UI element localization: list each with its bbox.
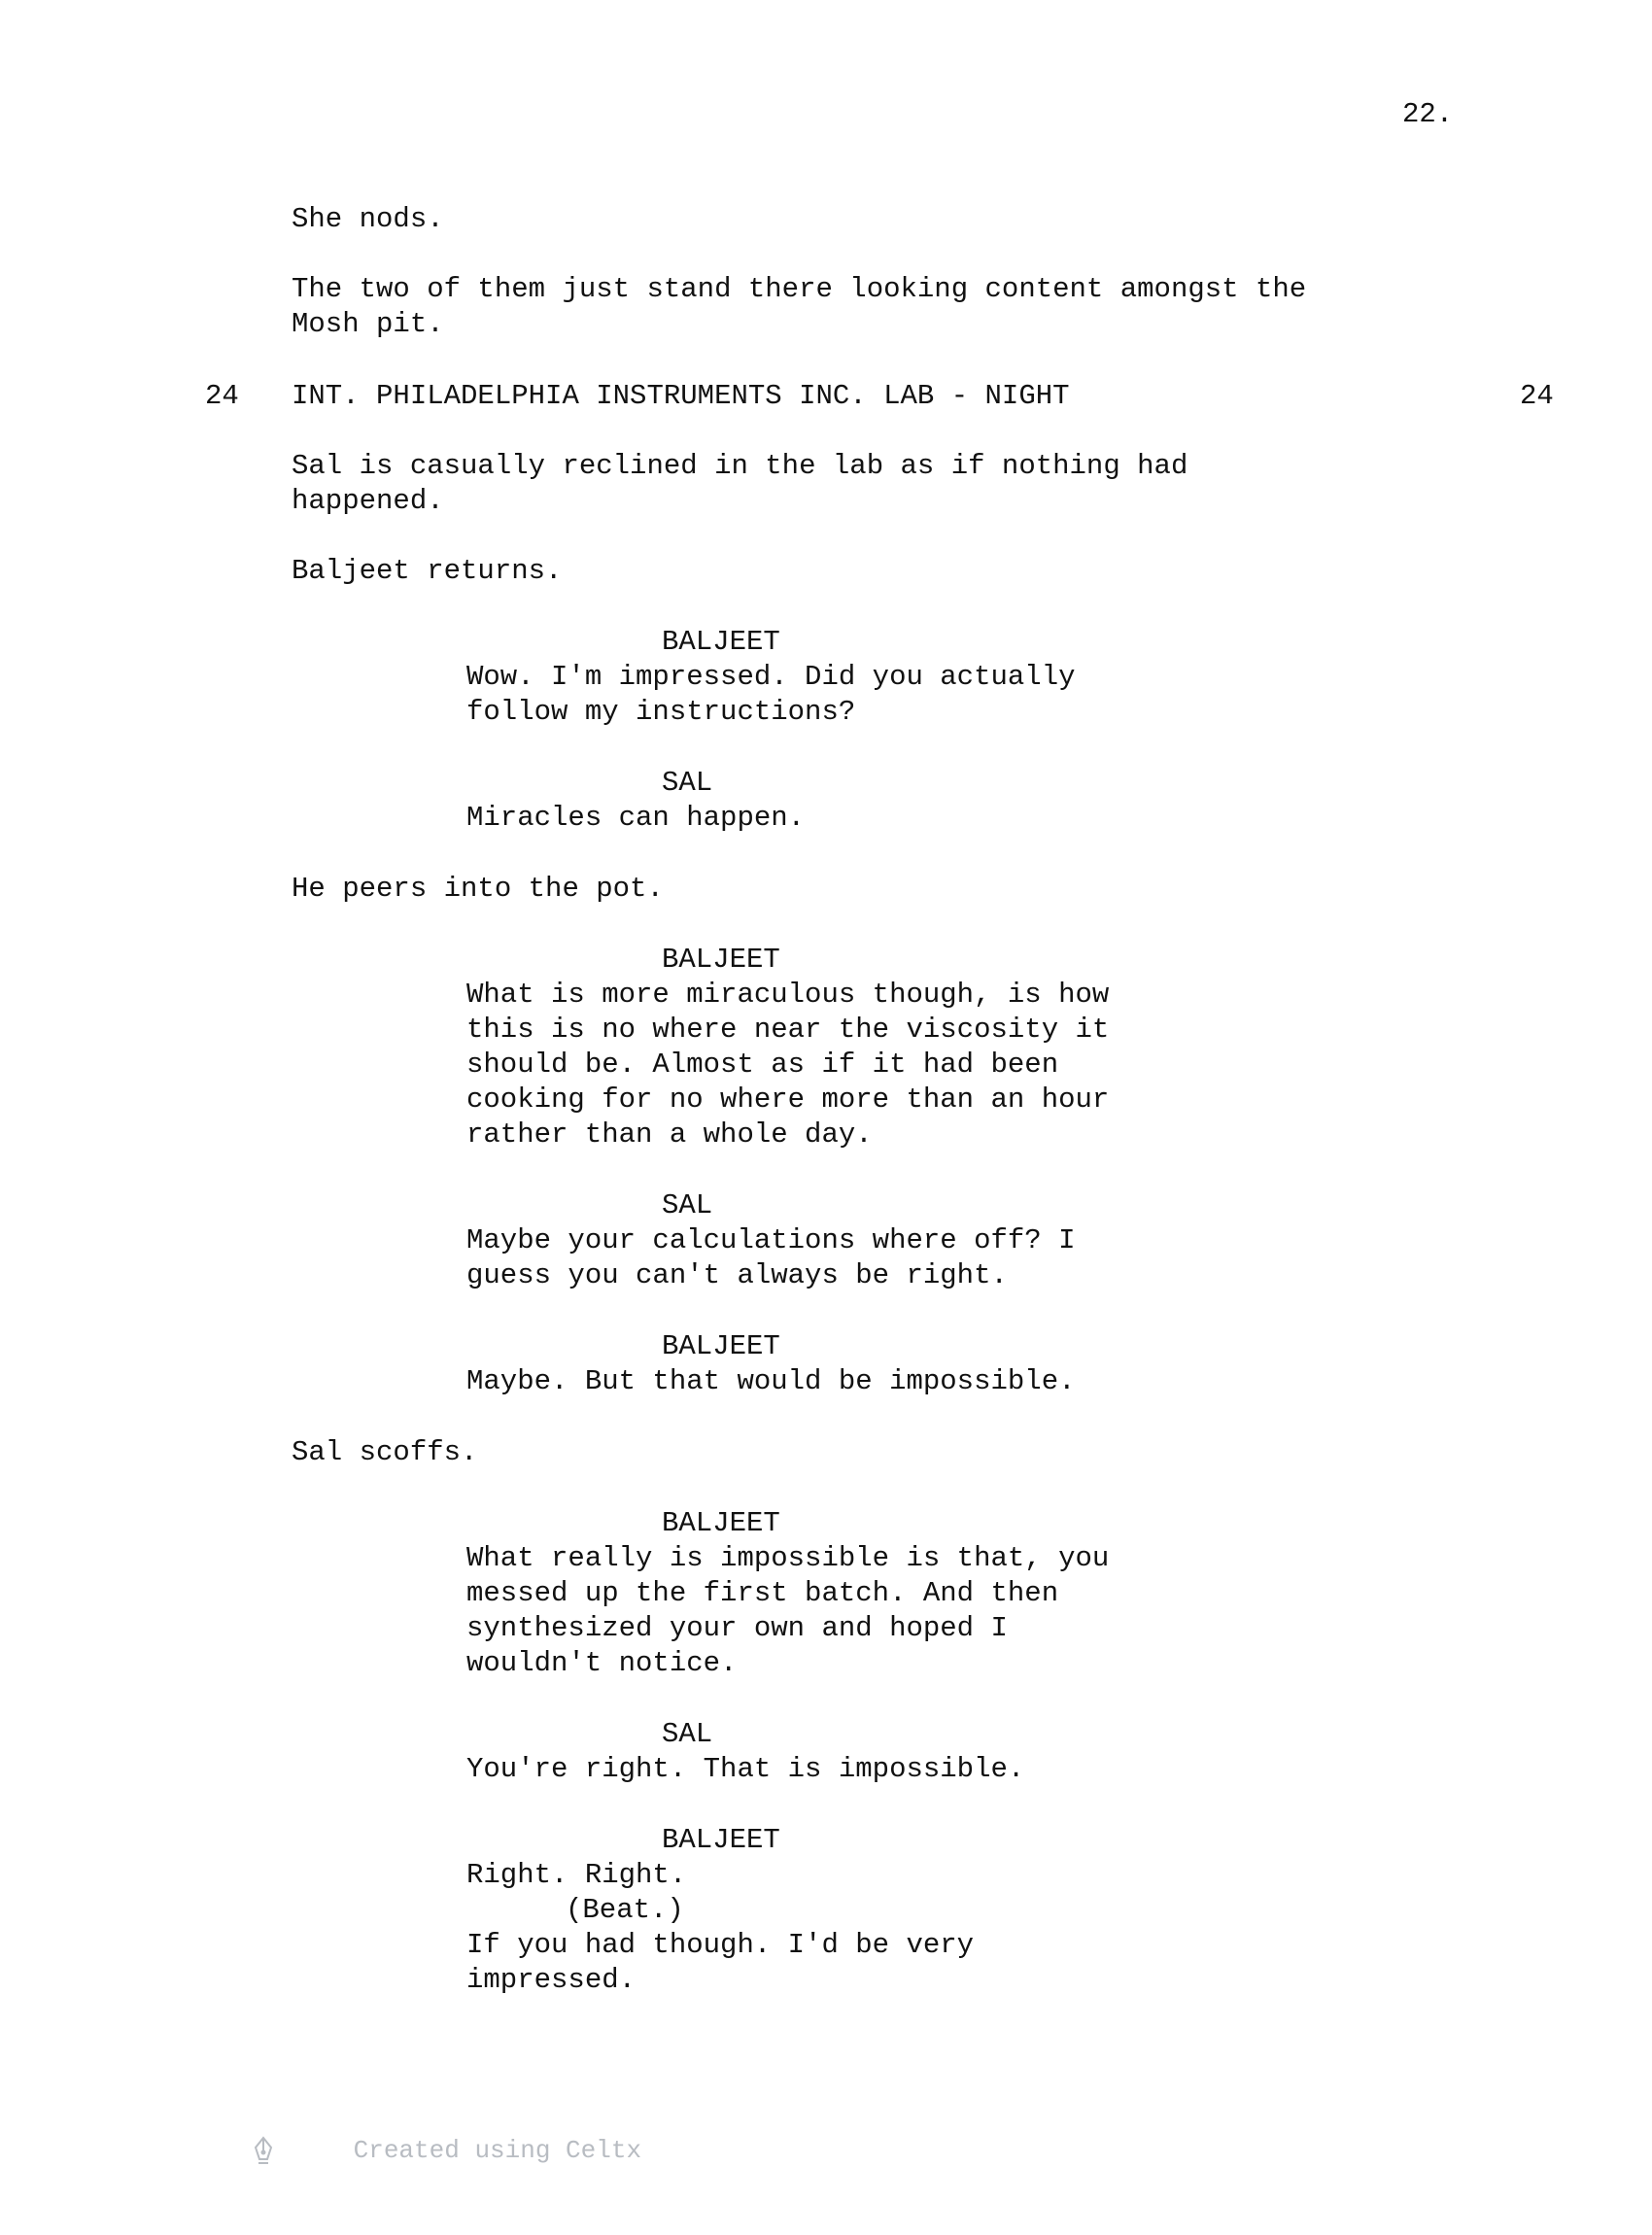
character-cue: BALJEET [662, 1507, 780, 1539]
dialogue-line: follow my instructions? [466, 696, 856, 728]
dialogue-line: Maybe your calculations where off? I [466, 1224, 1076, 1256]
character-cue: BALJEET [662, 944, 780, 976]
action-line: Sal is casually reclined in the lab as if nothing had [292, 450, 1188, 482]
dialogue-line: Maybe. But that would be impossible. [466, 1365, 1076, 1397]
celtx-pen-icon [253, 2066, 344, 2235]
dialogue-line: What really is impossible is that, you [466, 1542, 1110, 1574]
dialogue-line: synthesized your own and hoped I [466, 1612, 1008, 1644]
action-line: Mosh pit. [292, 308, 444, 340]
parenthetical: (Beat.) [566, 1894, 684, 1926]
celtx-footer [253, 2066, 641, 2235]
character-cue: BALJEET [662, 626, 780, 658]
character-cue: BALJEET [662, 1824, 780, 1856]
action-baljeet-returns: Baljeet returns. [292, 555, 563, 587]
action-she-nods: She nods. [292, 203, 444, 235]
dialogue-line: Wow. I'm impressed. Did you actually [466, 661, 1076, 693]
dialogue-line: You're right. That is impossible. [466, 1753, 1025, 1785]
dialogue-line: guess you can't always be right. [466, 1259, 1008, 1291]
dialogue-line: What is more miraculous though, is how [466, 979, 1110, 1011]
action-sal-scoffs: Sal scoffs. [292, 1436, 478, 1468]
action-line: The two of them just stand there looking content amongst the [292, 273, 1307, 305]
character-cue: BALJEET [662, 1330, 780, 1362]
scene-number-right: 24 [1520, 380, 1554, 412]
page-number: 22. [1402, 98, 1454, 130]
dialogue-line: If you had though. I'd be very [466, 1929, 975, 1961]
dialogue-line: messed up the first batch. And then [466, 1577, 1059, 1609]
dialogue-line: impressed. [466, 1964, 637, 1996]
dialogue-line: rather than a whole day. [466, 1118, 873, 1151]
dialogue-line: should be. Almost as if it had been [466, 1049, 1059, 1081]
dialogue-line: Miracles can happen. [466, 802, 806, 834]
scene-number-left: 24 [205, 380, 239, 412]
footer-text: Created using Celtx [353, 2136, 642, 2165]
character-cue: SAL [662, 767, 713, 799]
dialogue-line: Right. Right. [466, 1859, 687, 1891]
dialogue-line: cooking for no where more than an hour [466, 1083, 1110, 1116]
scene-heading: INT. PHILADELPHIA INSTRUMENTS INC. LAB - NIGHT [292, 380, 1070, 412]
character-cue: SAL [662, 1189, 713, 1221]
action-peers-into-pot: He peers into the pot. [292, 873, 664, 905]
action-line: happened. [292, 485, 444, 517]
character-cue: SAL [662, 1718, 713, 1750]
dialogue-line: this is no where near the viscosity it [466, 1014, 1110, 1046]
dialogue-line: wouldn't notice. [466, 1647, 738, 1679]
